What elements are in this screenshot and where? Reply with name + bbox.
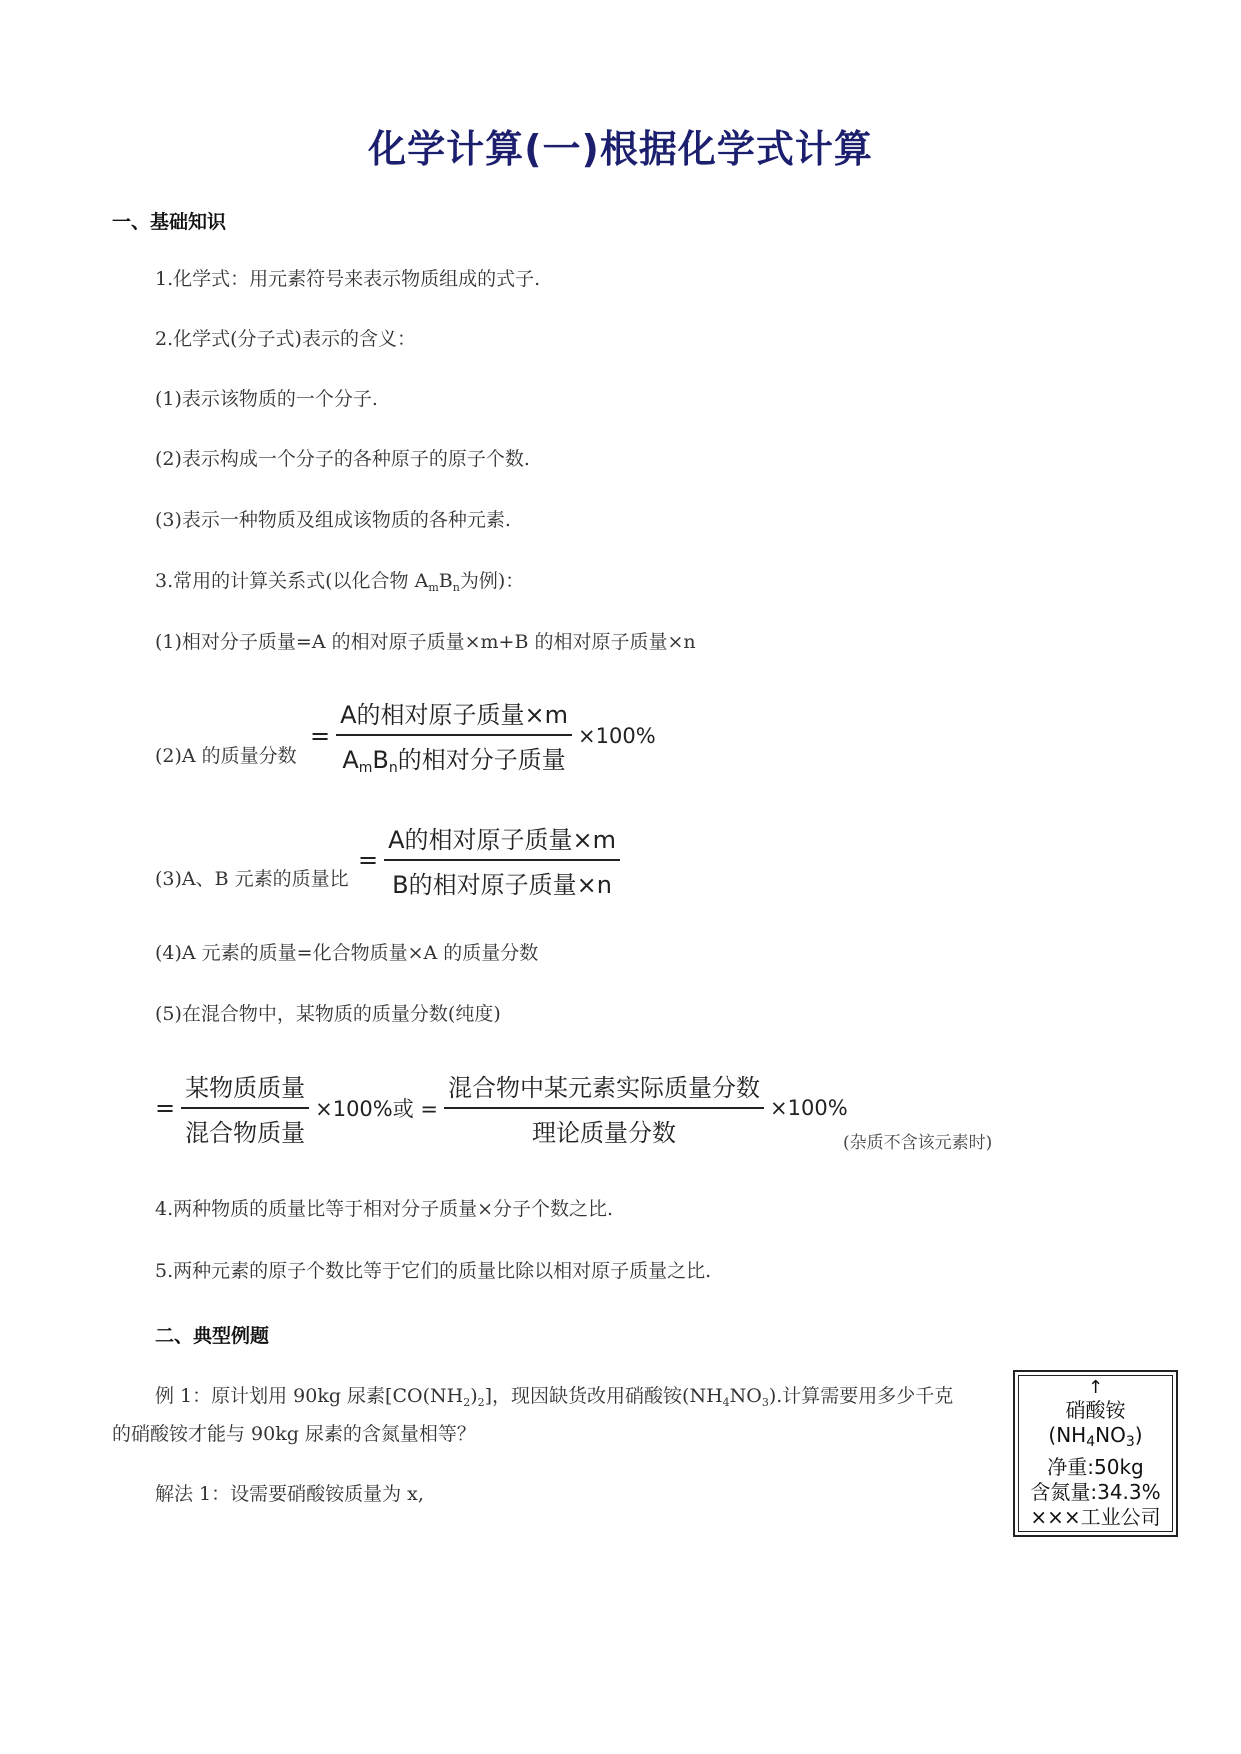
label-product-name: 硝酸铵 — [1065, 1398, 1126, 1422]
example-1-line-1 — [155, 1383, 953, 1416]
fraction — [384, 820, 620, 900]
solution-1: 解法 1：设需要硝酸铵质量为 x, — [155, 1483, 424, 1505]
fertilizer-label-inner — [1018, 1375, 1173, 1532]
fraction-denominator — [338, 736, 569, 776]
fraction — [336, 695, 572, 776]
fraction-1 — [181, 1068, 309, 1148]
subscript: 2 — [477, 1396, 485, 1409]
item-3-4: (4)A 元素的质量=化合物质量×A 的质量分数 — [155, 942, 539, 964]
den-a: A — [342, 746, 359, 774]
item-1: 1.化学式：用元素符号来表示物质组成的式子. — [155, 268, 541, 290]
label-net-weight: 净重:50kg — [1047, 1455, 1144, 1479]
den-subscript-n: n — [388, 760, 398, 776]
fraction-numerator: 某物质质量 — [181, 1068, 309, 1109]
fraction-numerator: 混合物中某元素实际质量分数 — [444, 1068, 764, 1109]
item-2-2: (2)表示构成一个分子的各种原子的原子个数. — [155, 448, 530, 470]
formula-part: (NH — [1048, 1423, 1087, 1447]
fraction-denominator: 理论质量分数 — [532, 1119, 677, 1147]
example-text: 例 1：原计划用 90kg 尿素[CO(NH — [155, 1385, 464, 1407]
subscript: 4 — [722, 1396, 730, 1409]
example-text: NO — [729, 1385, 762, 1407]
item-2: 2.化学式(分子式)表示的含义： — [155, 328, 416, 350]
label-company: ×××工业公司 — [1030, 1505, 1161, 1529]
section-heading-examples: 二、典型例题 — [155, 1325, 270, 1347]
example-text: ]，现因缺货改用硝酸铵(NH — [484, 1385, 723, 1407]
item-2-1: (1)表示该物质的一个分子. — [155, 388, 378, 410]
formula-subscript: 3 — [1125, 1434, 1135, 1450]
item-3-3-label: (3)A、B 元素的质量比 — [155, 868, 349, 890]
den-b: B — [372, 746, 389, 774]
item-3-b: B — [438, 570, 453, 592]
item-4: 4.两种物质的质量比等于相对分子质量×分子个数之比. — [155, 1198, 614, 1220]
item-2-3: (3)表示一种物质及组成该物质的各种元素. — [155, 509, 511, 531]
fraction-2 — [444, 1068, 764, 1148]
item-5: 5.两种元素的原子个数比等于它们的质量比除以相对原子质量之比. — [155, 1260, 712, 1282]
subscript: 3 — [761, 1396, 769, 1409]
den-rest: 的相对分子质量 — [397, 746, 566, 774]
item-3-2-label: (2)A 的质量分数 — [155, 745, 297, 767]
fraction-numerator: A的相对原子质量×m — [336, 695, 572, 736]
fraction-numerator: A的相对原子质量×m — [384, 820, 620, 861]
item-3-tail: 为例)： — [459, 570, 525, 592]
item-3 — [155, 568, 524, 601]
formula-part: NO — [1095, 1423, 1126, 1447]
example-1-line-2: 的硝酸铵才能与 90kg 尿素的含氮量相等？ — [112, 1423, 476, 1445]
up-arrow-icon: ↑ — [1087, 1377, 1104, 1398]
formula-subscript: 4 — [1086, 1434, 1096, 1450]
label-nitrogen-content: 含氮量:34.3% — [1030, 1480, 1161, 1504]
section-heading-basics: 一、基础知识 — [112, 211, 227, 233]
fraction-denominator: B的相对原子质量×n — [392, 871, 612, 899]
fraction-denominator: 混合物质量 — [185, 1119, 306, 1147]
label-formula — [1019, 1423, 1172, 1455]
mass-fraction-formula — [310, 695, 656, 776]
purity-note: (杂质不含该元素时) — [843, 1133, 993, 1153]
percent-or: ×100%或 = — [315, 1097, 439, 1121]
purity-formula — [155, 1068, 848, 1148]
equals-sign: = — [310, 721, 331, 750]
fertilizer-label — [1013, 1370, 1178, 1537]
subscript: 2 — [463, 1396, 471, 1409]
item-3-5: (5)在混合物中，某物质的质量分数(纯度) — [155, 1003, 501, 1025]
mass-ratio-formula — [358, 820, 626, 900]
formula-part: ) — [1134, 1423, 1143, 1447]
equals-sign: = — [358, 846, 379, 874]
subscript-m: m — [428, 581, 439, 594]
item-3-text: 3.常用的计算关系式(以化合物 A — [155, 570, 429, 592]
percent-factor: ×100% — [770, 1096, 848, 1120]
den-subscript-m: m — [358, 760, 373, 776]
equals-sign: = — [155, 1094, 176, 1122]
subscript-n: n — [452, 581, 460, 594]
example-text: ).计算需要用多少千克 — [768, 1385, 954, 1407]
page-title: 化学计算(一)根据化学式计算 — [368, 127, 873, 171]
percent-factor: ×100% — [578, 723, 656, 748]
example-text: ) — [470, 1385, 478, 1407]
item-3-1: (1)相对分子质量=A 的相对原子质量×m+B 的相对原子质量×n — [155, 631, 696, 653]
